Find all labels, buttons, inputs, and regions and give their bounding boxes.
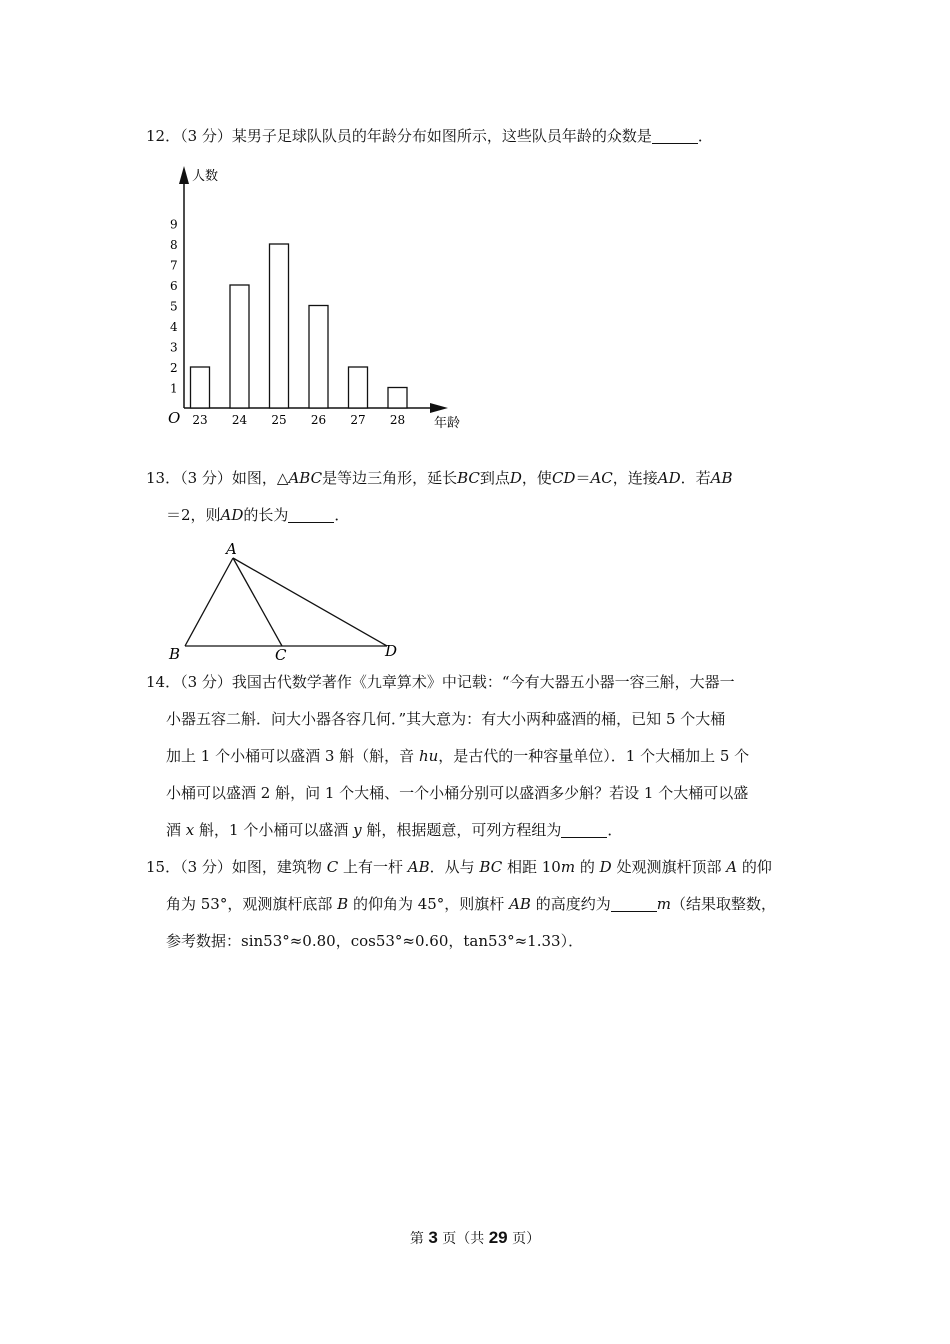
bar-26 <box>309 306 328 409</box>
point-c-label: C <box>275 646 287 664</box>
point-d-label: D <box>385 642 398 660</box>
bar-27 <box>349 367 368 408</box>
chart-x-label: 年龄 <box>434 416 461 431</box>
x-tick-label: 25 <box>271 413 287 427</box>
segment-ac <box>233 558 282 646</box>
x-tick-label: 24 <box>231 413 248 427</box>
chart-bars <box>191 244 408 408</box>
x-tick-label: 26 <box>310 413 327 427</box>
y-tick-label: 1 <box>170 381 178 396</box>
bar-25 <box>270 244 289 408</box>
question-13 <box>146 460 814 534</box>
q14-line-4: 小桶可以盛酒 2 斛，问 1 个大桶、一个小桶分别可以盛酒多少斛？若设 1 个大桶可以盛 <box>166 784 749 802</box>
chart-origin-label: O <box>168 409 181 427</box>
q12-number: 12． <box>146 127 181 145</box>
q12-text: 某男子足球队队员的年龄分布如图所示，这些队员年龄的众数是 <box>231 127 652 145</box>
point-b-label: B <box>169 645 181 663</box>
q15-line-2: 角为 53°，观测旗杆底部 B 的仰角为 45°，则旗杆 AB 的高度约为 m（结果取整数， <box>166 895 776 913</box>
chart-y-label: 人数 <box>192 169 219 184</box>
chart-y-ticks <box>170 218 178 396</box>
answer-blank[interactable] <box>652 129 698 144</box>
triangle-figure <box>165 538 405 664</box>
y-tick-label: 6 <box>170 279 178 293</box>
question-15 <box>146 849 814 960</box>
y-axis-arrow <box>179 166 189 184</box>
q12-score: （3 分） <box>180 127 232 145</box>
bar-24 <box>230 285 249 408</box>
y-tick-label: 4 <box>170 320 178 334</box>
total-pages: 29 <box>488 1228 508 1247</box>
answer-blank[interactable] <box>288 508 334 523</box>
x-tick-label: 27 <box>350 413 366 427</box>
question-12 <box>146 118 814 155</box>
segment-ab <box>185 558 233 646</box>
q13-line-1: 13．（3 分）如图，△ABC是等边三角形，延长BC到点D，使CD＝AC，连接AD．若AB <box>146 469 733 487</box>
page-footer: 第 3 页（共 29 页） <box>409 1228 541 1247</box>
q14-line-2: 小器五容二斛．问大小器各容几何．”其大意为：有大小两种盛酒的桶，已知 5 个大桶 <box>166 710 726 728</box>
point-a-label: A <box>226 540 237 558</box>
segment-ad <box>233 558 387 646</box>
x-tick-label: 23 <box>192 413 208 427</box>
x-tick-label: 28 <box>389 413 406 427</box>
q15-line-1: 15．（3 分）如图，建筑物 C 上有一杆 AB．从与 BC 相距 10m 的 D 处观测旗杆顶部 A 的仰 <box>146 858 772 876</box>
y-tick-label: 9 <box>170 217 178 232</box>
current-page: 3 <box>428 1228 438 1247</box>
q13-line-2: ＝2，则AD的长为 ． <box>166 506 350 524</box>
bar-23 <box>191 367 210 408</box>
answer-blank[interactable] <box>561 823 607 838</box>
q14-line-5: 酒 x 斛，1 个小桶可以盛酒 y 斛，根据题意，可列方程组为 ． <box>166 821 623 839</box>
x-axis-arrow <box>430 403 448 413</box>
chart-x-ticks <box>192 413 405 427</box>
q14-line-3: 加上 1 个小桶可以盛酒 3 斛（斛，音 hu，是古代的一种容量单位）．1 个大桶加上 5 个 <box>166 747 750 765</box>
q12-line-1: 12．（3 分）某男子足球队队员的年龄分布如图所示，这些队员年龄的众数是 ． <box>146 127 713 145</box>
y-tick-label: 5 <box>170 299 178 314</box>
y-tick-label: 8 <box>170 238 178 252</box>
y-tick-label: 2 <box>170 361 178 375</box>
y-tick-label: 3 <box>170 340 178 355</box>
q15-line-3: 参考数据：sin53°≈0.80，cos53°≈0.60，tan53°≈1.33）． <box>166 932 584 950</box>
y-tick-label: 7 <box>170 258 178 273</box>
bar-28 <box>388 388 407 409</box>
question-14 <box>146 664 814 849</box>
answer-blank[interactable] <box>611 897 657 912</box>
q14-line-1: 14．（3 分）我国古代数学著作《九章算术》中记载：“今有大器五小器一容三斛，大器一 <box>146 673 735 691</box>
age-distribution-chart <box>160 160 470 435</box>
